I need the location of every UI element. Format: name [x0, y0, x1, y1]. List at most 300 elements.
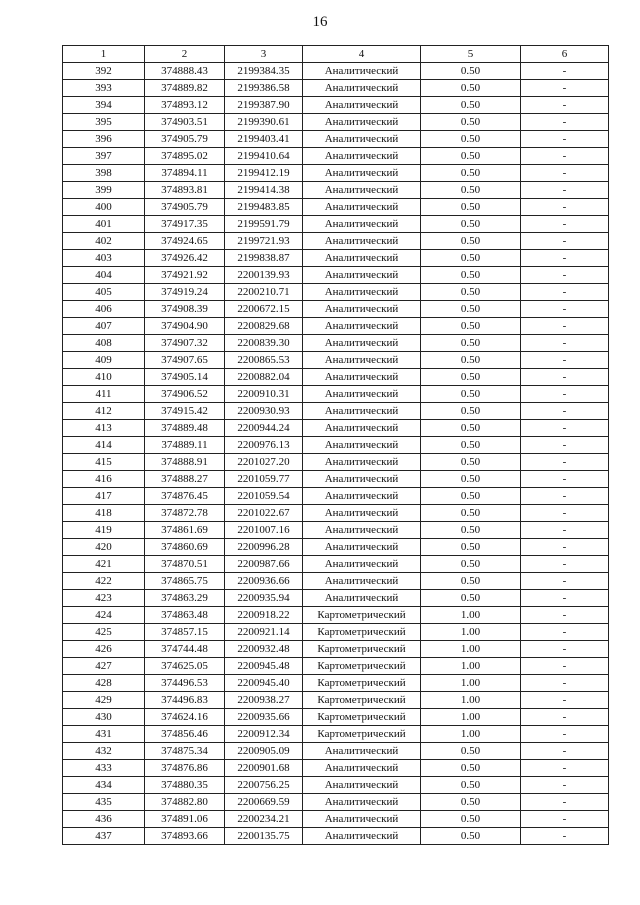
table-cell: 2200945.48 — [225, 658, 303, 675]
table-cell: Аналитический — [303, 811, 421, 828]
table-cell: - — [521, 522, 609, 539]
table-cell: Аналитический — [303, 437, 421, 454]
table-row — [63, 318, 609, 335]
table-cell: - — [521, 63, 609, 80]
table-cell: 374496.83 — [145, 692, 225, 709]
table-row — [63, 216, 609, 233]
table-cell: 0.50 — [421, 420, 521, 437]
table-cell: Аналитический — [303, 216, 421, 233]
table-cell: Картометрический — [303, 675, 421, 692]
table-cell: 374889.82 — [145, 80, 225, 97]
table-cell: 396 — [63, 131, 145, 148]
table-row — [63, 692, 609, 709]
table-cell: 0.50 — [421, 369, 521, 386]
column-header: 4 — [303, 46, 421, 63]
column-header: 5 — [421, 46, 521, 63]
table-cell: - — [521, 437, 609, 454]
table-cell: 0.50 — [421, 250, 521, 267]
table-cell: 0.50 — [421, 556, 521, 573]
table-cell: 397 — [63, 148, 145, 165]
table-cell: 2200905.09 — [225, 743, 303, 760]
table-cell: 374893.66 — [145, 828, 225, 845]
table-cell: Аналитический — [303, 97, 421, 114]
table-cell: Картометрический — [303, 709, 421, 726]
table-cell: 2199414.38 — [225, 182, 303, 199]
table-cell: - — [521, 318, 609, 335]
table-cell: 405 — [63, 284, 145, 301]
table-cell: 430 — [63, 709, 145, 726]
table-cell: - — [521, 675, 609, 692]
table-cell: Аналитический — [303, 131, 421, 148]
table-cell: 1.00 — [421, 624, 521, 641]
table-cell: 0.50 — [421, 386, 521, 403]
table-cell: 409 — [63, 352, 145, 369]
table-row — [63, 607, 609, 624]
table-cell: 432 — [63, 743, 145, 760]
table-cell: Аналитический — [303, 352, 421, 369]
table-row — [63, 828, 609, 845]
table-cell: Аналитический — [303, 488, 421, 505]
table-cell: 374865.75 — [145, 573, 225, 590]
table-row — [63, 403, 609, 420]
table-cell: - — [521, 539, 609, 556]
table-cell: 374893.81 — [145, 182, 225, 199]
column-header: 3 — [225, 46, 303, 63]
table-cell: 374904.90 — [145, 318, 225, 335]
table-cell: 408 — [63, 335, 145, 352]
table-cell: - — [521, 114, 609, 131]
table-cell: 0.50 — [421, 437, 521, 454]
table-cell: 374861.69 — [145, 522, 225, 539]
table-cell: Аналитический — [303, 454, 421, 471]
table-cell: 374907.32 — [145, 335, 225, 352]
table-cell: - — [521, 148, 609, 165]
table-cell: 427 — [63, 658, 145, 675]
table-row — [63, 709, 609, 726]
table-row — [63, 386, 609, 403]
table-row — [63, 760, 609, 777]
table-cell: 0.50 — [421, 760, 521, 777]
table-cell: 401 — [63, 216, 145, 233]
table-row — [63, 114, 609, 131]
table-cell: - — [521, 641, 609, 658]
table-cell: 2200996.28 — [225, 539, 303, 556]
coordinates-table — [62, 45, 609, 845]
table-cell: - — [521, 590, 609, 607]
table-cell: - — [521, 267, 609, 284]
table-cell: 0.50 — [421, 488, 521, 505]
column-header: 1 — [63, 46, 145, 63]
table-row — [63, 454, 609, 471]
table-cell: 2199403.41 — [225, 131, 303, 148]
table-cell: 1.00 — [421, 675, 521, 692]
table-cell: 374875.34 — [145, 743, 225, 760]
table-cell: 374876.45 — [145, 488, 225, 505]
table-cell: 0.50 — [421, 165, 521, 182]
table-cell: 0.50 — [421, 539, 521, 556]
table-cell: Аналитический — [303, 335, 421, 352]
table-cell: 0.50 — [421, 522, 521, 539]
table-cell: Аналитический — [303, 386, 421, 403]
table-cell: 0.50 — [421, 318, 521, 335]
table-row — [63, 369, 609, 386]
table-cell: Аналитический — [303, 556, 421, 573]
table-cell: - — [521, 403, 609, 420]
table-cell: - — [521, 335, 609, 352]
table-row — [63, 284, 609, 301]
table-cell: - — [521, 250, 609, 267]
table-cell: Аналитический — [303, 471, 421, 488]
table-row — [63, 335, 609, 352]
table-cell: 2200932.48 — [225, 641, 303, 658]
table-cell: 421 — [63, 556, 145, 573]
table-cell: 412 — [63, 403, 145, 420]
table-cell: - — [521, 794, 609, 811]
table-cell: 2199390.61 — [225, 114, 303, 131]
table-row — [63, 199, 609, 216]
table-cell: 374907.65 — [145, 352, 225, 369]
table-cell: - — [521, 760, 609, 777]
table-cell: - — [521, 488, 609, 505]
table-cell: 2200829.68 — [225, 318, 303, 335]
table-cell: 429 — [63, 692, 145, 709]
table-cell: 374876.86 — [145, 760, 225, 777]
table-cell: 2201027.20 — [225, 454, 303, 471]
table-cell: 0.50 — [421, 471, 521, 488]
table-cell: 374921.92 — [145, 267, 225, 284]
table-cell: Аналитический — [303, 420, 421, 437]
table-cell: 374889.48 — [145, 420, 225, 437]
table-row — [63, 794, 609, 811]
table-cell: 374888.91 — [145, 454, 225, 471]
table-cell: 418 — [63, 505, 145, 522]
table-cell: 0.50 — [421, 743, 521, 760]
table-cell: Картометрический — [303, 607, 421, 624]
table-cell: 2200944.24 — [225, 420, 303, 437]
table-cell: 374905.79 — [145, 131, 225, 148]
table-row — [63, 658, 609, 675]
table-cell: 2200672.15 — [225, 301, 303, 318]
table-cell: - — [521, 573, 609, 590]
table-cell: 2199591.79 — [225, 216, 303, 233]
table-cell: 434 — [63, 777, 145, 794]
table-cell: 374895.02 — [145, 148, 225, 165]
table-cell: 425 — [63, 624, 145, 641]
table-cell: 374905.79 — [145, 199, 225, 216]
table-cell: - — [521, 624, 609, 641]
table-row — [63, 131, 609, 148]
table-cell: Аналитический — [303, 760, 421, 777]
table-cell: 0.50 — [421, 454, 521, 471]
table-cell: - — [521, 556, 609, 573]
table-cell: 424 — [63, 607, 145, 624]
table-cell: - — [521, 743, 609, 760]
table-cell: 374915.42 — [145, 403, 225, 420]
table-cell: 2199384.35 — [225, 63, 303, 80]
table-cell: 394 — [63, 97, 145, 114]
table-cell: 410 — [63, 369, 145, 386]
table-cell: 2200135.75 — [225, 828, 303, 845]
table-cell: Картометрический — [303, 658, 421, 675]
table-row — [63, 63, 609, 80]
table-cell: 415 — [63, 454, 145, 471]
table-row — [63, 80, 609, 97]
table-cell: 2199412.19 — [225, 165, 303, 182]
table-cell: - — [521, 811, 609, 828]
table-cell: 0.50 — [421, 284, 521, 301]
table-cell: 374860.69 — [145, 539, 225, 556]
table-cell: 2200945.40 — [225, 675, 303, 692]
column-header: 6 — [521, 46, 609, 63]
table-cell: Аналитический — [303, 777, 421, 794]
table-cell: Аналитический — [303, 522, 421, 539]
table-cell: 2200936.66 — [225, 573, 303, 590]
table-cell: Аналитический — [303, 794, 421, 811]
table-cell: 2199838.87 — [225, 250, 303, 267]
table-row — [63, 471, 609, 488]
table-cell: Картометрический — [303, 692, 421, 709]
table-cell: 374870.51 — [145, 556, 225, 573]
table-cell: 417 — [63, 488, 145, 505]
table-row — [63, 726, 609, 743]
table-cell: 0.50 — [421, 403, 521, 420]
table-cell: 2200912.34 — [225, 726, 303, 743]
table-row — [63, 624, 609, 641]
table-cell: 2201059.54 — [225, 488, 303, 505]
table-cell: 406 — [63, 301, 145, 318]
page-number: 16 — [312, 14, 328, 30]
table-cell: 1.00 — [421, 709, 521, 726]
table-row — [63, 233, 609, 250]
table-cell: Аналитический — [303, 403, 421, 420]
table-cell: 402 — [63, 233, 145, 250]
table-cell: 374863.48 — [145, 607, 225, 624]
table-cell: Аналитический — [303, 114, 421, 131]
column-header: 2 — [145, 46, 225, 63]
table-cell: 2200901.68 — [225, 760, 303, 777]
table-row — [63, 488, 609, 505]
table-cell: Аналитический — [303, 80, 421, 97]
table-cell: 2201007.16 — [225, 522, 303, 539]
table-cell: 2200976.13 — [225, 437, 303, 454]
table-cell: 374872.78 — [145, 505, 225, 522]
table-row — [63, 437, 609, 454]
table-cell: 2199410.64 — [225, 148, 303, 165]
table-row — [63, 250, 609, 267]
table-cell: 0.50 — [421, 590, 521, 607]
table-cell: 392 — [63, 63, 145, 80]
table-cell: Аналитический — [303, 505, 421, 522]
table-cell: 374744.48 — [145, 641, 225, 658]
table-cell: 374625.05 — [145, 658, 225, 675]
table-cell: 374856.46 — [145, 726, 225, 743]
table-row — [63, 148, 609, 165]
table-cell: - — [521, 352, 609, 369]
table-cell: 431 — [63, 726, 145, 743]
table-cell: 2199721.93 — [225, 233, 303, 250]
table-body — [63, 63, 609, 845]
table-cell: - — [521, 454, 609, 471]
table-cell: Аналитический — [303, 199, 421, 216]
table-cell: - — [521, 726, 609, 743]
table-cell: Аналитический — [303, 233, 421, 250]
table-cell: 374917.35 — [145, 216, 225, 233]
table-cell: 2200669.59 — [225, 794, 303, 811]
table-cell: 436 — [63, 811, 145, 828]
table-cell: 393 — [63, 80, 145, 97]
table-row — [63, 573, 609, 590]
table-cell: - — [521, 131, 609, 148]
table-cell: Аналитический — [303, 828, 421, 845]
table-cell: Аналитический — [303, 573, 421, 590]
table-cell: 437 — [63, 828, 145, 845]
table-cell: 2200930.93 — [225, 403, 303, 420]
table-cell: 404 — [63, 267, 145, 284]
table-cell: 2201059.77 — [225, 471, 303, 488]
table-cell: - — [521, 471, 609, 488]
table-cell: - — [521, 505, 609, 522]
table-cell: - — [521, 777, 609, 794]
table-cell: Аналитический — [303, 148, 421, 165]
table-cell: 395 — [63, 114, 145, 131]
table-cell: - — [521, 284, 609, 301]
table-cell: 374857.15 — [145, 624, 225, 641]
table-cell: 0.50 — [421, 199, 521, 216]
table-cell: Аналитический — [303, 318, 421, 335]
table-cell: 0.50 — [421, 505, 521, 522]
table-cell: 2199483.85 — [225, 199, 303, 216]
table-cell: 419 — [63, 522, 145, 539]
table-cell: 2200910.31 — [225, 386, 303, 403]
table-cell: 2201022.67 — [225, 505, 303, 522]
table-cell: 2199387.90 — [225, 97, 303, 114]
table-cell: Аналитический — [303, 539, 421, 556]
table-cell: Аналитический — [303, 743, 421, 760]
table-cell: 374882.80 — [145, 794, 225, 811]
table-cell: 433 — [63, 760, 145, 777]
table-cell: 2199386.58 — [225, 80, 303, 97]
table-cell: Аналитический — [303, 165, 421, 182]
table-cell: 1.00 — [421, 726, 521, 743]
table-cell: 374888.43 — [145, 63, 225, 80]
table-cell: 0.50 — [421, 63, 521, 80]
table-cell: - — [521, 828, 609, 845]
table-cell: 374906.52 — [145, 386, 225, 403]
table-row — [63, 811, 609, 828]
table-cell: - — [521, 386, 609, 403]
table-cell: 416 — [63, 471, 145, 488]
table-cell: - — [521, 658, 609, 675]
table-cell: 374496.53 — [145, 675, 225, 692]
table-cell: 0.50 — [421, 182, 521, 199]
table-cell: 0.50 — [421, 352, 521, 369]
table-row — [63, 182, 609, 199]
table-cell: Картометрический — [303, 641, 421, 658]
table-row — [63, 590, 609, 607]
table-row — [63, 777, 609, 794]
table-cell: 0.50 — [421, 828, 521, 845]
table-cell: 413 — [63, 420, 145, 437]
table-row — [63, 539, 609, 556]
table-row — [63, 420, 609, 437]
table-row — [63, 352, 609, 369]
table-cell: - — [521, 369, 609, 386]
table-cell: 407 — [63, 318, 145, 335]
table-cell: 428 — [63, 675, 145, 692]
table-cell: 2200210.71 — [225, 284, 303, 301]
table-cell: 2200139.93 — [225, 267, 303, 284]
table-row — [63, 505, 609, 522]
table-cell: 2200882.04 — [225, 369, 303, 386]
table-cell: 435 — [63, 794, 145, 811]
table-cell: 0.50 — [421, 148, 521, 165]
table-cell: 374905.14 — [145, 369, 225, 386]
table-cell: 374624.16 — [145, 709, 225, 726]
table-cell: 0.50 — [421, 335, 521, 352]
table-cell: 374891.06 — [145, 811, 225, 828]
table-cell: 399 — [63, 182, 145, 199]
table-cell: - — [521, 692, 609, 709]
table-cell: 374880.35 — [145, 777, 225, 794]
table-cell: - — [521, 709, 609, 726]
table-cell: 374924.65 — [145, 233, 225, 250]
table-row — [63, 301, 609, 318]
table-row — [63, 641, 609, 658]
table-cell: 414 — [63, 437, 145, 454]
table-row — [63, 675, 609, 692]
table-cell: 2200935.66 — [225, 709, 303, 726]
table-row — [63, 743, 609, 760]
table-cell: 2200865.53 — [225, 352, 303, 369]
table-cell: 2200756.25 — [225, 777, 303, 794]
table-cell: 0.50 — [421, 573, 521, 590]
table-cell: - — [521, 607, 609, 624]
table-cell: 2200935.94 — [225, 590, 303, 607]
table-row — [63, 165, 609, 182]
table-cell: 398 — [63, 165, 145, 182]
table-cell: Аналитический — [303, 284, 421, 301]
table-cell: Аналитический — [303, 250, 421, 267]
table-cell: 0.50 — [421, 131, 521, 148]
table-cell: - — [521, 80, 609, 97]
table-row — [63, 267, 609, 284]
table-cell: - — [521, 199, 609, 216]
table-cell: 1.00 — [421, 641, 521, 658]
table-cell: 0.50 — [421, 216, 521, 233]
table-cell: 374888.27 — [145, 471, 225, 488]
table-cell: Аналитический — [303, 267, 421, 284]
table-cell: 374926.42 — [145, 250, 225, 267]
table-cell: 2200234.21 — [225, 811, 303, 828]
table-cell: 374894.11 — [145, 165, 225, 182]
table-cell: 0.50 — [421, 777, 521, 794]
table-cell: 374908.39 — [145, 301, 225, 318]
table-cell: Аналитический — [303, 590, 421, 607]
table-cell: 0.50 — [421, 233, 521, 250]
table-cell: Картометрический — [303, 726, 421, 743]
table-cell: 374893.12 — [145, 97, 225, 114]
table-row — [63, 522, 609, 539]
table-cell: 2200918.22 — [225, 607, 303, 624]
table-cell: 374863.29 — [145, 590, 225, 607]
table-cell: 2200839.30 — [225, 335, 303, 352]
table-cell: 0.50 — [421, 267, 521, 284]
table-cell: Картометрический — [303, 624, 421, 641]
table-cell: 426 — [63, 641, 145, 658]
table-cell: Аналитический — [303, 301, 421, 318]
table-cell: - — [521, 420, 609, 437]
table-cell: 374889.11 — [145, 437, 225, 454]
